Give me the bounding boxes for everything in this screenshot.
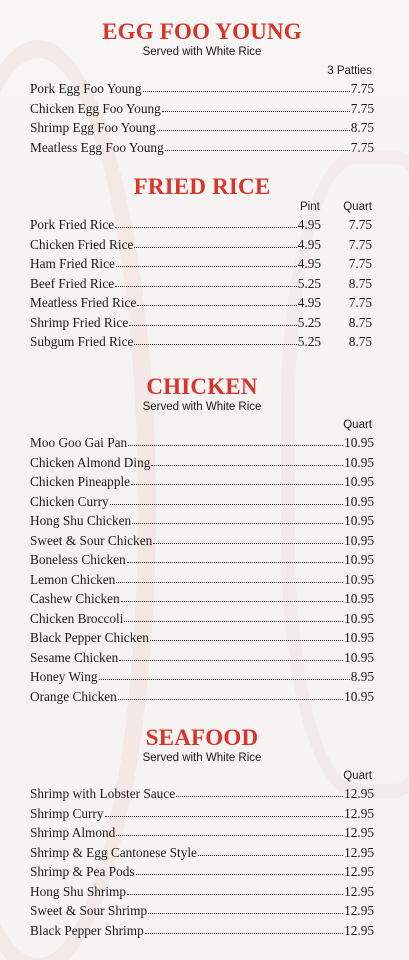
menu-item bbox=[30, 882, 374, 902]
menu-item bbox=[30, 215, 374, 235]
section-subtitle: Served with White Rice bbox=[142, 401, 262, 413]
dot-leader bbox=[143, 91, 350, 92]
section-title: CHICKEN bbox=[146, 374, 258, 399]
item-name: Lemon Chicken bbox=[30, 571, 116, 587]
menu-item bbox=[30, 784, 374, 804]
menu-item bbox=[30, 667, 374, 687]
item-name: Orange Chicken bbox=[30, 688, 117, 704]
item-price-quart: 8.75 bbox=[348, 314, 372, 330]
dot-leader bbox=[132, 523, 343, 524]
menu-item bbox=[30, 274, 374, 294]
item-name: Sesame Chicken bbox=[30, 649, 119, 665]
column-header-quart: Quart bbox=[343, 419, 372, 431]
dot-leader bbox=[136, 874, 344, 875]
column-header-quart: Quart bbox=[343, 201, 372, 213]
item-name: Meatless Egg Foo Young bbox=[30, 139, 164, 155]
menu-item bbox=[30, 254, 374, 274]
item-name: Hong Shu Chicken bbox=[30, 513, 132, 528]
menu-item bbox=[30, 570, 374, 590]
section-chicken bbox=[30, 374, 374, 706]
menu-item bbox=[30, 648, 374, 668]
menu-item bbox=[30, 453, 374, 473]
dot-leader bbox=[124, 621, 343, 622]
column-header-quart: Quart bbox=[343, 770, 372, 782]
dot-leader bbox=[137, 305, 296, 306]
column-headers bbox=[30, 768, 374, 784]
item-list bbox=[30, 784, 374, 940]
dot-leader bbox=[127, 894, 343, 895]
item-price: 10.95 bbox=[344, 552, 374, 567]
item-name: Pork Egg Foo Young bbox=[30, 81, 142, 96]
item-price: 7.75 bbox=[350, 139, 374, 155]
dot-leader bbox=[105, 816, 344, 817]
menu-item bbox=[30, 138, 374, 158]
dot-leader bbox=[151, 465, 343, 466]
menu-item bbox=[30, 531, 374, 551]
item-price: 10.95 bbox=[344, 454, 374, 470]
item-price: 10.95 bbox=[344, 688, 374, 704]
item-price: 7.75 bbox=[350, 81, 374, 96]
item-price: 7.75 bbox=[350, 100, 374, 116]
item-price: 8.75 bbox=[350, 120, 374, 135]
dot-leader bbox=[131, 484, 343, 485]
menu-item bbox=[30, 862, 374, 882]
item-price: 12.95 bbox=[344, 922, 374, 938]
dot-leader bbox=[116, 835, 343, 836]
item-name: Chicken Broccoli bbox=[30, 610, 124, 626]
item-name: Boneless Chicken bbox=[30, 552, 126, 567]
section-egg-foo-young bbox=[30, 19, 374, 157]
dot-leader bbox=[99, 679, 350, 680]
menu-item bbox=[30, 550, 374, 570]
item-name: Chicken Curry bbox=[30, 493, 109, 509]
menu-item bbox=[30, 118, 374, 138]
dot-leader bbox=[115, 286, 297, 287]
menu-item bbox=[30, 79, 374, 99]
menu-item bbox=[30, 687, 374, 707]
menu-item bbox=[30, 921, 374, 941]
item-list bbox=[30, 79, 374, 157]
section-subtitle: Served with White Rice bbox=[142, 46, 262, 58]
column-header-pint: Pint bbox=[300, 201, 320, 213]
dot-leader bbox=[116, 266, 297, 267]
item-price: 12.95 bbox=[344, 844, 374, 860]
item-name: Shrimp & Pea Pods bbox=[30, 864, 135, 879]
item-price: 10.95 bbox=[344, 649, 374, 665]
menu-item bbox=[30, 628, 374, 648]
menu-item bbox=[30, 472, 374, 492]
item-price-quart: 8.75 bbox=[348, 334, 372, 349]
dot-leader bbox=[128, 445, 343, 446]
item-price: 10.95 bbox=[344, 435, 374, 450]
menu-item bbox=[30, 99, 374, 119]
item-price-quart: 7.75 bbox=[348, 256, 372, 271]
dot-leader bbox=[157, 130, 350, 131]
item-price: 10.95 bbox=[344, 571, 374, 587]
item-name: Sweet & Sour Shrimp bbox=[30, 903, 148, 918]
item-price-pint: 5.25 bbox=[297, 314, 321, 330]
dot-leader bbox=[121, 601, 343, 602]
column-header-3-patties: 3 Patties bbox=[327, 65, 372, 77]
item-name: Honey Wing bbox=[30, 669, 98, 684]
dot-leader bbox=[148, 913, 343, 914]
item-name: Black Pepper Chicken bbox=[30, 630, 149, 645]
item-list bbox=[30, 433, 374, 706]
dot-leader bbox=[150, 640, 343, 641]
item-name: Shrimp Curry bbox=[30, 805, 104, 821]
section-fried-rice bbox=[30, 174, 374, 352]
menu-item bbox=[30, 901, 374, 921]
item-name: Cashew Chicken bbox=[30, 591, 120, 606]
dot-leader bbox=[198, 855, 343, 856]
section-title: SEAFOOD bbox=[145, 725, 259, 750]
column-headers bbox=[30, 417, 374, 433]
item-name: Chicken Fried Rice bbox=[30, 236, 134, 252]
menu-item bbox=[30, 492, 374, 512]
item-price: 12.95 bbox=[344, 903, 374, 918]
menu-item bbox=[30, 589, 374, 609]
menu-item bbox=[30, 843, 374, 863]
item-price: 10.95 bbox=[344, 532, 374, 548]
menu-item bbox=[30, 804, 374, 824]
dot-leader bbox=[127, 562, 343, 563]
dot-leader bbox=[134, 344, 296, 345]
item-name: Chicken Pineapple bbox=[30, 474, 131, 489]
item-price: 12.95 bbox=[344, 786, 374, 801]
item-name: Shrimp & Egg Cantonese Style bbox=[30, 844, 197, 860]
menu-item bbox=[30, 313, 374, 333]
menu-item bbox=[30, 823, 374, 843]
item-name: Chicken Egg Foo Young bbox=[30, 100, 161, 116]
dot-leader bbox=[110, 504, 343, 505]
item-name: Sweet & Sour Chicken bbox=[30, 532, 153, 548]
item-price-pint: 4.95 bbox=[297, 217, 321, 232]
item-price-quart: 7.75 bbox=[348, 236, 372, 252]
section-seafood bbox=[30, 725, 374, 940]
item-price-quart: 7.75 bbox=[348, 295, 372, 310]
item-price: 10.95 bbox=[344, 630, 374, 645]
dot-leader bbox=[165, 150, 350, 151]
item-name: Shrimp Fried Rice bbox=[30, 314, 129, 330]
item-price: 10.95 bbox=[344, 493, 374, 509]
section-title: EGG FOO YOUNG bbox=[102, 19, 302, 44]
item-list bbox=[30, 215, 374, 352]
dot-leader bbox=[162, 111, 350, 112]
item-price-pint: 4.95 bbox=[297, 295, 321, 310]
item-name: Meatless Fried Rice bbox=[30, 295, 137, 310]
item-price: 12.95 bbox=[344, 805, 374, 821]
item-name: Ham Fried Rice bbox=[30, 256, 115, 271]
menu-item bbox=[30, 235, 374, 255]
item-name: Chicken Almond Ding bbox=[30, 454, 151, 470]
menu-item bbox=[30, 293, 374, 313]
item-name: Pork Fried Rice bbox=[30, 217, 115, 232]
item-price: 12.95 bbox=[344, 883, 374, 899]
item-price: 12.95 bbox=[344, 864, 374, 879]
item-price: 10.95 bbox=[344, 610, 374, 626]
item-price: 8.95 bbox=[350, 669, 374, 684]
dot-leader bbox=[145, 933, 343, 934]
menu-item bbox=[30, 332, 374, 352]
dot-leader bbox=[176, 796, 343, 797]
item-name: Hong Shu Shrimp bbox=[30, 883, 127, 899]
dot-leader bbox=[134, 247, 296, 248]
item-price: 10.95 bbox=[344, 513, 374, 528]
item-name: Beef Fried Rice bbox=[30, 275, 115, 291]
menu-item bbox=[30, 609, 374, 629]
item-name: Shrimp Almond bbox=[30, 825, 116, 840]
item-price-pint: 4.95 bbox=[297, 236, 321, 252]
dot-leader bbox=[115, 227, 297, 228]
item-name: Moo Goo Gai Pan bbox=[30, 435, 128, 450]
item-price-quart: 8.75 bbox=[348, 275, 372, 291]
menu-item bbox=[30, 511, 374, 531]
item-price: 12.95 bbox=[344, 825, 374, 840]
column-headers bbox=[30, 199, 374, 215]
item-name: Subgum Fried Rice bbox=[30, 334, 134, 349]
item-price-pint: 5.25 bbox=[297, 334, 321, 349]
menu-item bbox=[30, 433, 374, 453]
section-subtitle: Served with White Rice bbox=[142, 752, 262, 764]
item-price-pint: 4.95 bbox=[297, 256, 321, 271]
section-title: FRIED RICE bbox=[133, 174, 271, 199]
column-headers bbox=[30, 63, 374, 79]
item-name: Black Pepper Shrimp bbox=[30, 922, 144, 938]
dot-leader bbox=[129, 325, 296, 326]
dot-leader bbox=[153, 543, 343, 544]
dot-leader bbox=[118, 699, 343, 700]
item-price-quart: 7.75 bbox=[348, 217, 372, 232]
item-price: 10.95 bbox=[344, 474, 374, 489]
item-price-pint: 5.25 bbox=[297, 275, 321, 291]
dot-leader bbox=[119, 660, 343, 661]
item-name: Shrimp with Lobster Sauce bbox=[30, 786, 176, 801]
dot-leader bbox=[116, 582, 343, 583]
item-name: Shrimp Egg Foo Young bbox=[30, 120, 156, 135]
item-price: 10.95 bbox=[344, 591, 374, 606]
